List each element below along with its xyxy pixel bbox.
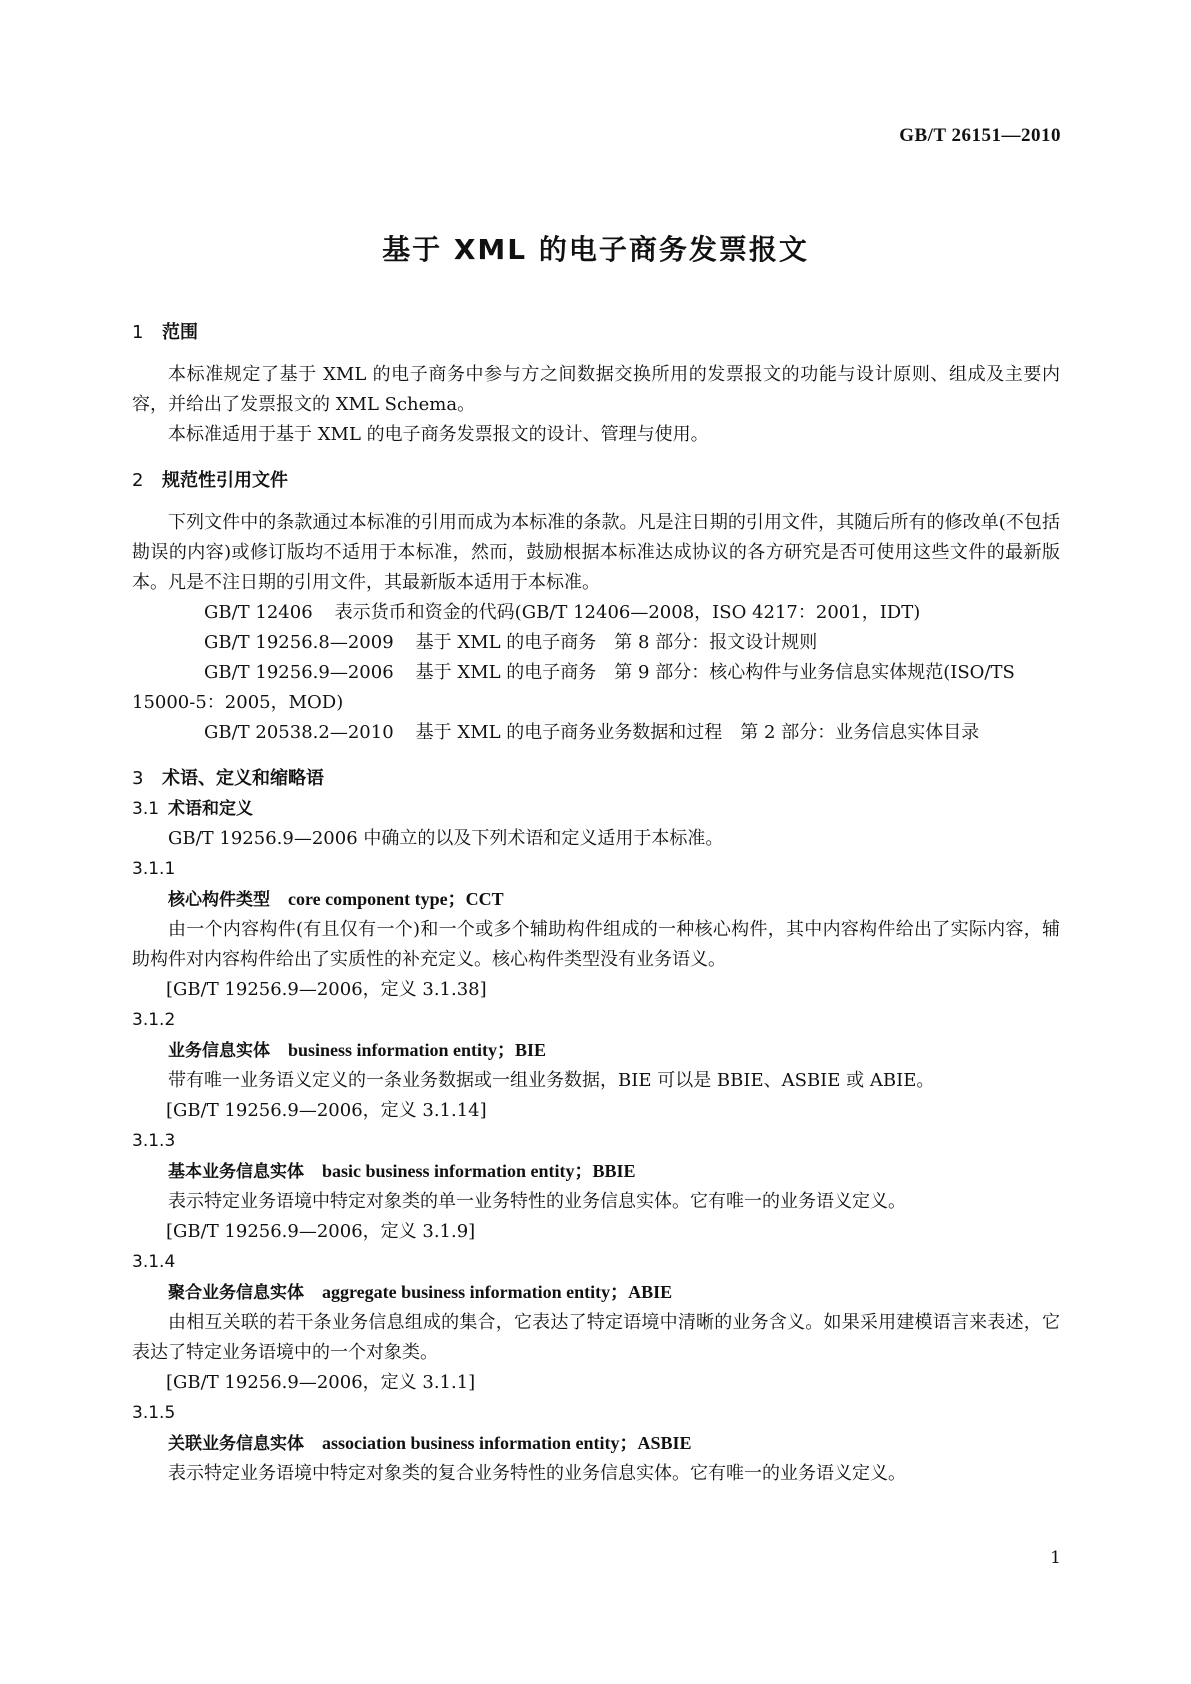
section-heading-scope xyxy=(132,318,1060,348)
term-number: 3.1.3 xyxy=(132,1131,176,1151)
term-chinese: 关联业务信息实体 xyxy=(168,1434,304,1454)
section-number: 1 xyxy=(132,322,144,343)
reference-code: GB/T 19256.8—2009 xyxy=(204,632,394,653)
reference-code: GB/T 12406 xyxy=(204,602,313,623)
reference-code: GB/T 20538.2—2010 xyxy=(204,722,394,743)
section-heading-terms xyxy=(132,764,1060,794)
section-title: 范围 xyxy=(162,322,198,343)
reference-item xyxy=(132,598,1060,628)
term-heading xyxy=(168,1428,1060,1459)
reference-code: GB/T 19256.9—2006 xyxy=(204,662,394,683)
term-english: basic business information entity；BBIE xyxy=(322,1161,636,1181)
term-source: [GB/T 19256.9—2006，定义 3.1.38] xyxy=(166,979,487,1000)
term-chinese: 基本业务信息实体 xyxy=(168,1162,304,1182)
reference-item xyxy=(132,718,1060,748)
section-number: 3 xyxy=(132,768,144,789)
term-chinese: 业务信息实体 xyxy=(168,1041,270,1061)
section-title: 规范性引用文件 xyxy=(162,470,288,491)
term-number: 3.1.4 xyxy=(132,1252,176,1272)
term-chinese: 核心构件类型 xyxy=(168,890,270,910)
section-number: 2 xyxy=(132,470,144,491)
reference-title: 基于 XML 的电子商务 第 8 部分：报文设计规则 xyxy=(415,632,818,653)
reference-title: 基于 XML 的电子商务 第 9 部分：核心构件与业务信息实体规范(ISO/TS 15000-5：2005，MOD) xyxy=(132,662,1015,713)
subsection-number: 3.1 xyxy=(132,799,160,819)
document-title: 基于 XML 的电子商务发票报文 xyxy=(382,233,809,266)
paragraph: 本标准适用于基于 XML 的电子商务发票报文的设计、管理与使用。 xyxy=(168,424,709,445)
term-english: association business information entity；ASBIE xyxy=(322,1433,692,1453)
term-english: aggregate business information entity；ABIE xyxy=(322,1282,673,1302)
term-number: 3.1.5 xyxy=(132,1403,176,1423)
term-source: [GB/T 19256.9—2006，定义 3.1.1] xyxy=(166,1372,476,1393)
term-heading xyxy=(168,1035,1060,1066)
section-title: 术语、定义和缩略语 xyxy=(162,768,324,789)
term-english: core component type；CCT xyxy=(288,889,504,909)
standard-code: GB/T 26151—2010 xyxy=(899,125,1061,146)
term-chinese: 聚合业务信息实体 xyxy=(168,1283,304,1303)
term-definition: 由一个内容构件(有且仅有一个)和一个或多个辅助构件组成的一种核心构件，其中内容构件给出了实际内容，辅助构件对内容构件给出了实质性的补充定义。核心构件类型没有业务语义。 xyxy=(132,919,1060,970)
term-definition: 带有唯一业务语义定义的一条业务数据或一组业务数据，BIE 可以是 BBIE、ASBIE 或 ABIE。 xyxy=(168,1070,935,1091)
reference-title: 基于 XML 的电子商务业务数据和过程 第 2 部分：业务信息实体目录 xyxy=(415,722,980,743)
term-definition: 表示特定业务语境中特定对象类的复合业务特性的业务信息实体。它有唯一的业务语义定义。 xyxy=(168,1463,906,1484)
term-english: business information entity；BIE xyxy=(288,1040,547,1060)
reference-title: 表示货币和资金的代码(GB/T 12406—2008，ISO 4217：2001，IDT) xyxy=(334,602,921,623)
subsection-heading xyxy=(132,794,1060,824)
page-number: 1 xyxy=(1050,1548,1061,1568)
term-number: 3.1.2 xyxy=(132,1010,176,1030)
paragraph: 本标准规定了基于 XML 的电子商务中参与方之间数据交换所用的发票报文的功能与设计原则、组成及主要内容，并给出了发票报文的 XML Schema。 xyxy=(132,364,1060,415)
term-heading xyxy=(168,1156,1060,1187)
term-source: [GB/T 19256.9—2006，定义 3.1.14] xyxy=(166,1100,487,1121)
reference-item xyxy=(132,658,1060,718)
term-heading xyxy=(168,884,1060,915)
term-heading xyxy=(168,1277,1060,1308)
document-body xyxy=(132,318,1060,1489)
term-definition: 由相互关联的若干条业务信息组成的集合，它表达了特定语境中清晰的业务含义。如果采用建模语言来表述，它表达了特定业务语境中的一个对象类。 xyxy=(132,1312,1060,1363)
reference-item xyxy=(132,628,1060,658)
term-source: [GB/T 19256.9—2006，定义 3.1.9] xyxy=(166,1221,476,1242)
paragraph: GB/T 19256.9—2006 中确立的以及下列术语和定义适用于本标准。 xyxy=(168,828,724,849)
subsection-title: 术语和定义 xyxy=(168,799,253,819)
term-definition: 表示特定业务语境中特定对象类的单一业务特性的业务信息实体。它有唯一的业务语义定义。 xyxy=(168,1191,906,1212)
section-heading-normative-references xyxy=(132,466,1060,496)
paragraph: 下列文件中的条款通过本标准的引用而成为本标准的条款。凡是注日期的引用文件，其随后所有的修改单(不包括勘误的内容)或修订版均不适用于本标准，然而，鼓励根据本标准达成协议的各方研究是否可使用这些文件的最新版本。凡是不注日期的引用文件，其最新版本适用于本标准。 xyxy=(132,512,1060,593)
term-number: 3.1.1 xyxy=(132,859,176,879)
